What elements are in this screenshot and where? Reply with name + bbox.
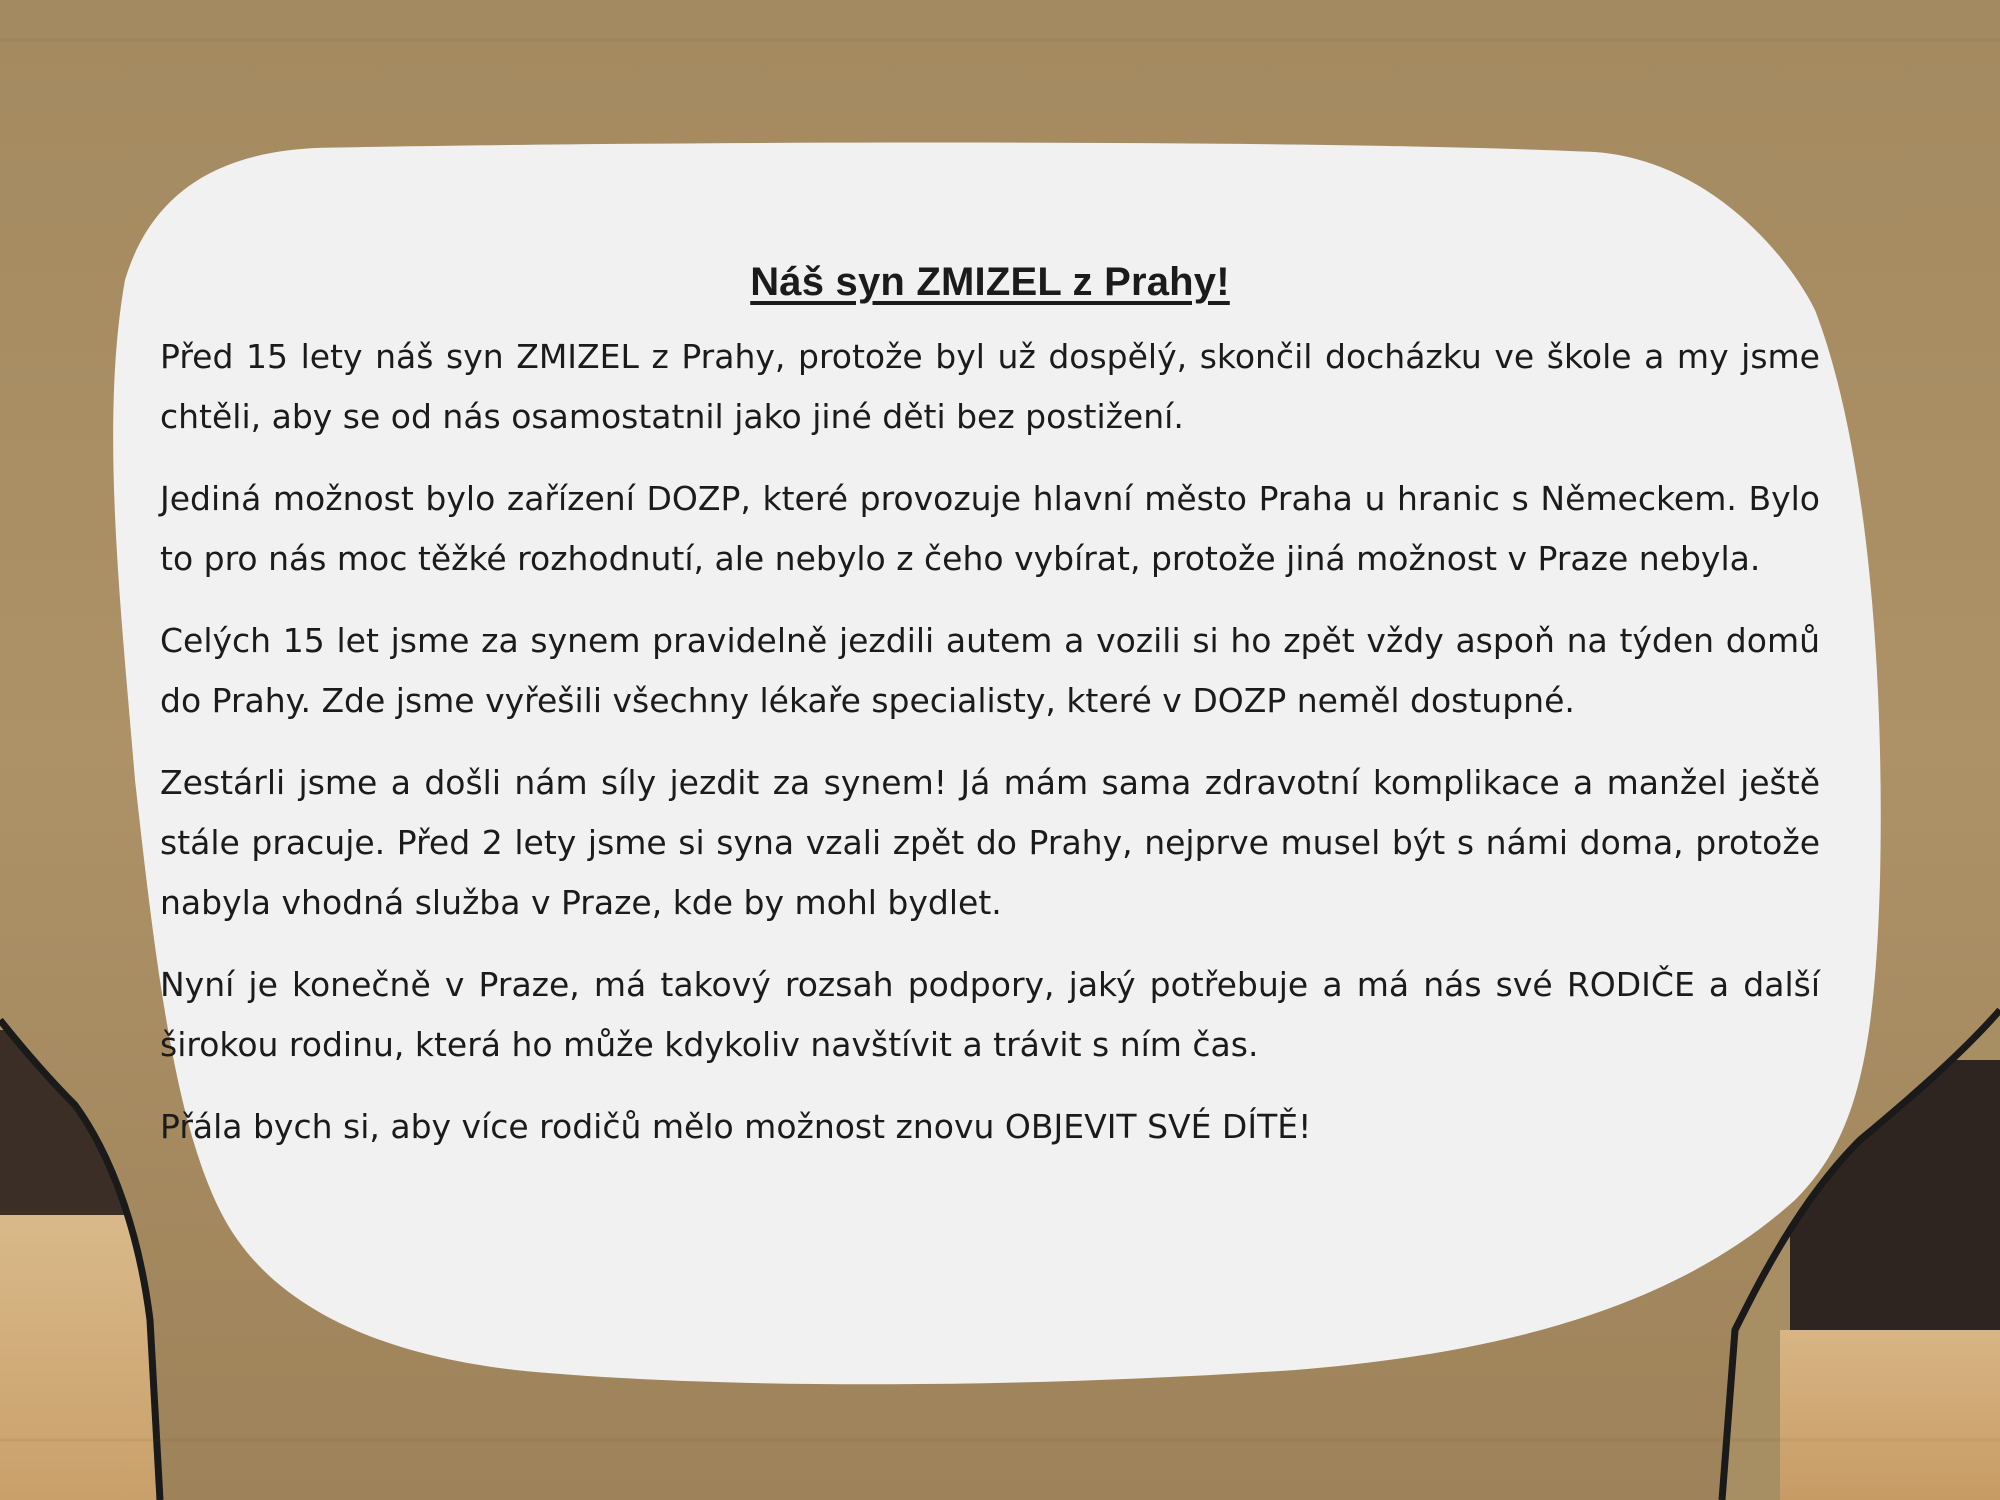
- notice-paragraph-4: Zestárli jsme a došli nám síly jezdit za synem! Já mám sama zdravotní komplikace a manžel ještě stále pracuje. Před 2 lety jsme si syna vzali zpět do Prahy, nejprve musel být s námi doma, protože nabyla vhodná služba v Praze, kde by mohl bydlet.: [160, 763, 1820, 922]
- notice-title: Náš syn ZMIZEL z Prahy!: [750, 260, 1230, 304]
- notice-paragraph-5: Nyní je konečně v Praze, má takový rozsah podpory, jaký potřebuje a má nás své RODIČE a další širokou rodinu, která ho může kdykoliv navštívit a trávit s ním čas.: [160, 965, 1820, 1064]
- notice-paragraph-1: Před 15 lety náš syn ZMIZEL z Prahy, protože byl už dospělý, skončil docházku ve škole a my jsme chtěli, aby se od nás osamostatnil jako jiné děti bez postižení.: [160, 337, 1820, 436]
- notice-paragraph-3: Celých 15 let jsme za synem pravidelně jezdili autem a vozili si ho zpět vždy aspoň na týden domů do Prahy. Zde jsme vyřešili všechny lékaře specialisty, které v DOZP neměl dostupné.: [160, 621, 1820, 720]
- notice-paragraph-6: Přála bych si, aby více rodičů mělo možnost znovu OBJEVIT SVÉ DÍTĚ!: [160, 1107, 1312, 1146]
- notice-text: [160, 260, 1820, 1179]
- notice-paragraph-2: Jediná možnost bylo zařízení DOZP, které provozuje hlavní město Praha u hranic s Německem. Bylo to pro nás moc těžké rozhodnutí, ale nebylo z čeho vybírat, protože jiná možnost v Praze nebyla.: [160, 479, 1820, 578]
